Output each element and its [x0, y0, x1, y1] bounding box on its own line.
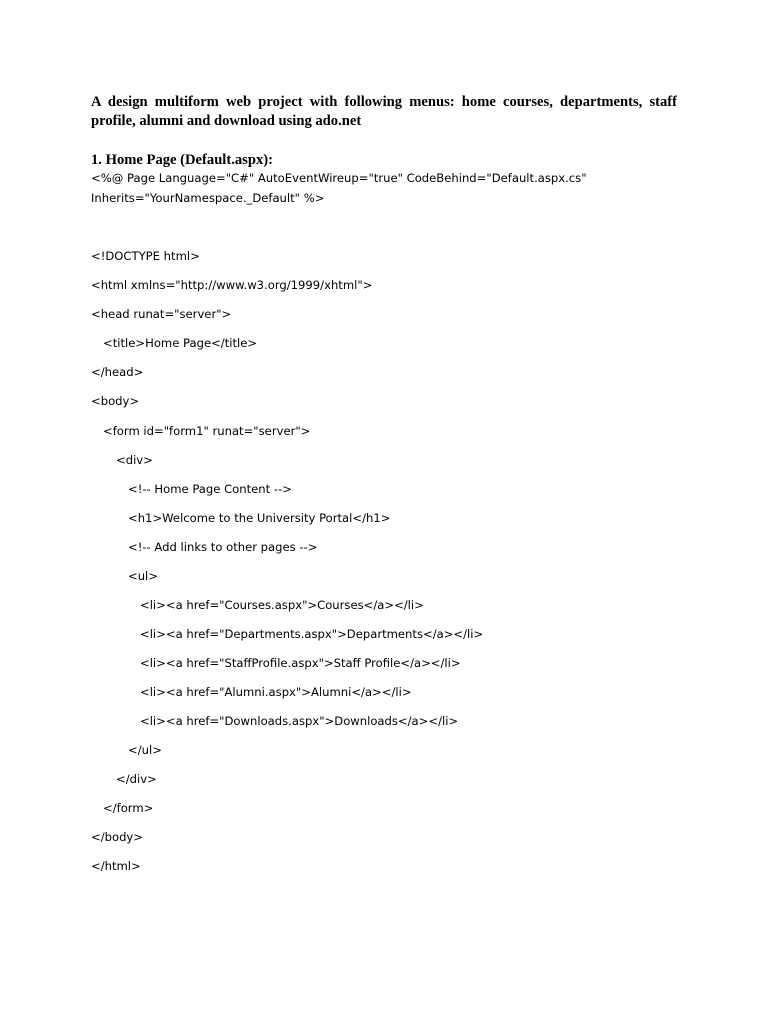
code-line: </body> — [91, 830, 144, 844]
code-line: </html> — [91, 859, 141, 873]
code-line: <div> — [116, 453, 153, 467]
code-line: <li><a href="StaffProfile.aspx">Staff Profile</a></li> — [140, 656, 461, 670]
code-line: <!DOCTYPE html> — [91, 249, 200, 263]
code-line: <html xmlns="http://www.w3.org/1999/xhtml"> — [91, 278, 373, 292]
page-directive-line: Inherits="YourNamespace._Default" %> — [91, 191, 325, 205]
code-line: <body> — [91, 394, 140, 408]
code-line: <li><a href="Alumni.aspx">Alumni</a></li> — [140, 685, 412, 699]
code-line: <li><a href="Courses.aspx">Courses</a></li> — [140, 598, 424, 612]
code-line: </head> — [91, 365, 144, 379]
page-directive-line: <%@ Page Language="C#" AutoEventWireup="true" CodeBehind="Default.aspx.cs" — [91, 171, 587, 185]
code-line: <head runat="server"> — [91, 307, 232, 321]
section-title: 1. Home Page (Default.aspx): — [91, 152, 273, 168]
code-line: <!-- Add links to other pages --> — [128, 540, 318, 554]
code-line: <title>Home Page</title> — [103, 336, 258, 350]
code-line: <li><a href="Downloads.aspx">Downloads</a></li> — [140, 714, 459, 728]
code-line: <h1>Welcome to the University Portal</h1> — [128, 511, 391, 525]
code-line: <!-- Home Page Content --> — [128, 482, 292, 496]
document-heading: A design multiform web project with following menus: home courses, departments, staff profile, alumni and download using ado.net — [91, 94, 677, 129]
code-line: </form> — [103, 801, 154, 815]
code-line: <li><a href="Departments.aspx">Departments</a></li> — [140, 627, 484, 641]
code-line: <ul> — [128, 569, 158, 583]
code-line: </ul> — [128, 743, 162, 757]
code-line: <form id="form1" runat="server"> — [103, 424, 311, 438]
code-line: </div> — [116, 772, 157, 786]
